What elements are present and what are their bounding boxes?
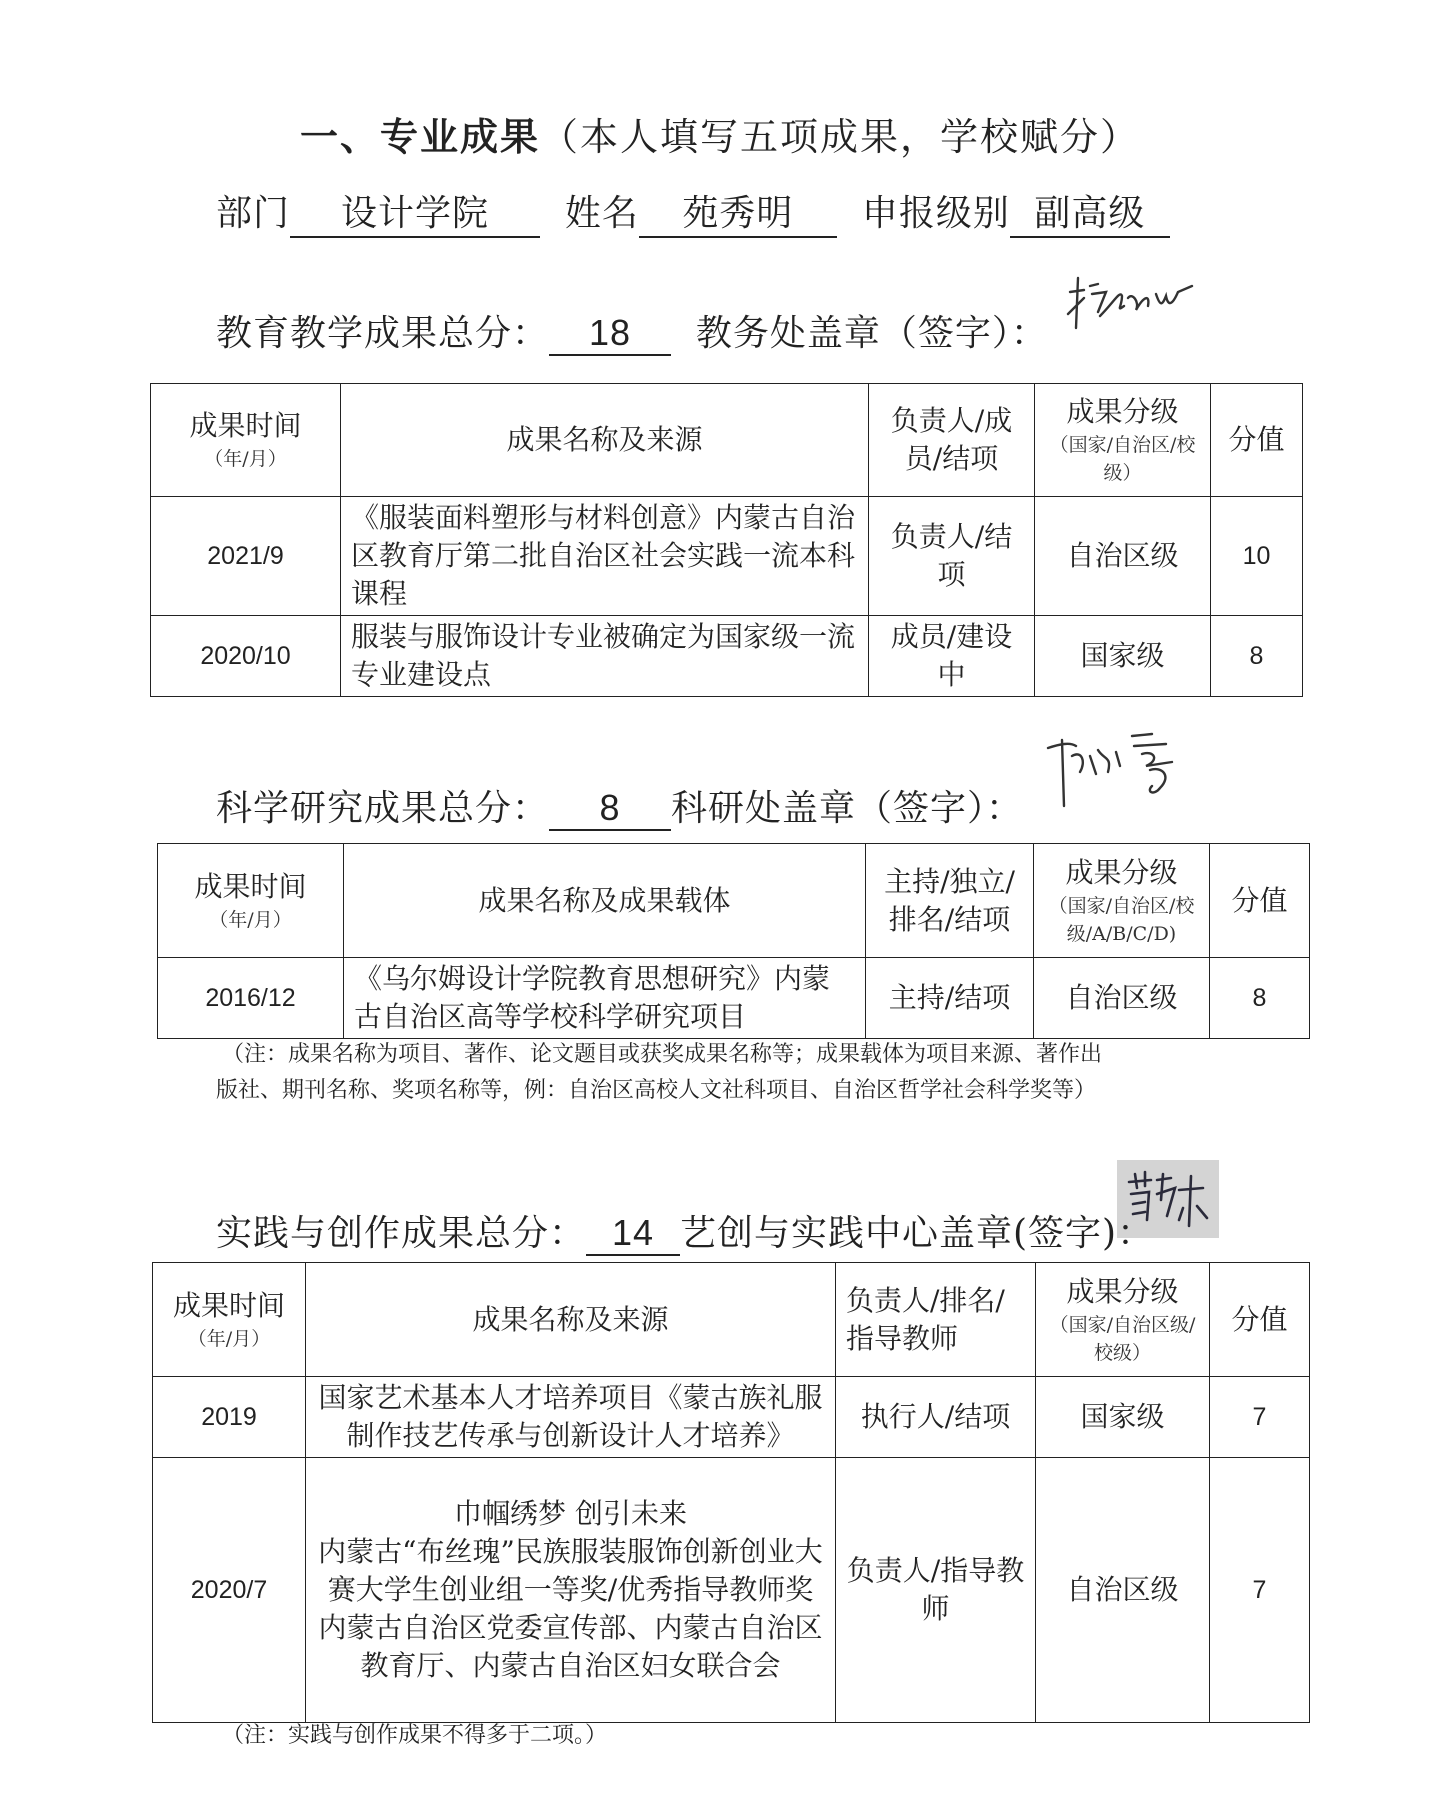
- row-time: 2019: [153, 1377, 306, 1458]
- research-summary: [216, 780, 1023, 831]
- row-time: 2020/10: [151, 616, 341, 697]
- row-score: 8: [1210, 958, 1310, 1039]
- research-score: 8: [549, 787, 671, 831]
- research-stamp-label: 科研处盖章（签字）：: [671, 788, 1024, 829]
- education-stamp-label: 教务处盖章（签字）：: [695, 313, 1048, 354]
- col-time: 成果时间 （年/月）: [151, 384, 341, 497]
- col-level: 成果分级 （国家/自治区/校级）: [1035, 384, 1211, 497]
- title-note: （本人填写五项成果，学校赋分）: [540, 115, 1141, 159]
- research-note-line-1: （注：成果名称为项目、著作、论文题目或获奖成果名称等；成果载体为项目来源、著作出: [222, 1042, 1103, 1067]
- research-note-line-2: 版社、期刊名称、奖项名称等，例：自治区高校人文社科项目、自治区哲学社会科学奖等）: [216, 1078, 1097, 1103]
- row-level: 自治区级: [1036, 1458, 1210, 1723]
- col-time: 成果时间 （年/月）: [158, 844, 344, 958]
- row-role: 成员/建设中: [869, 616, 1035, 697]
- dept-label: 部门: [216, 193, 291, 234]
- row-name: 服装与服饰设计专业被确定为国家级一流专业建设点: [341, 616, 869, 697]
- col-name: 成果名称及来源: [341, 384, 869, 497]
- col-score: 分值: [1210, 844, 1310, 958]
- applicant-info: [216, 185, 1170, 238]
- row-role: 负责人/指导教师: [836, 1458, 1036, 1723]
- row-score: 7: [1210, 1458, 1310, 1723]
- col-name: 成果名称及成果载体: [344, 844, 866, 958]
- row-time: 2021/9: [151, 497, 341, 616]
- research-signature: [1042, 726, 1202, 812]
- row-level: 国家级: [1036, 1377, 1210, 1458]
- title-main: 一、专业成果: [299, 114, 540, 159]
- row-name: 《乌尔姆设计学院教育思想研究》内蒙古自治区高等学校科学研究项目: [344, 958, 866, 1039]
- row-score: 8: [1211, 616, 1303, 697]
- table-row: [153, 1377, 1310, 1458]
- col-role: 负责人/成员/结项: [869, 384, 1035, 497]
- col-role: 负责人/排名/指导教师: [836, 1263, 1036, 1377]
- col-score: 分值: [1210, 1263, 1310, 1377]
- row-score: 7: [1210, 1377, 1310, 1458]
- row-name-title: 巾帼绣梦 创引未来: [454, 1497, 687, 1530]
- research-table: [157, 843, 1310, 1039]
- education-label: 教育教学成果总分：: [216, 313, 550, 354]
- table-row: [158, 958, 1310, 1039]
- page-title: [0, 106, 1440, 161]
- row-role: 执行人/结项: [836, 1377, 1036, 1458]
- practice-label: 实践与创作成果总分：: [216, 1213, 587, 1254]
- row-level: 国家级: [1035, 616, 1211, 697]
- table-row: [151, 497, 1303, 616]
- table-header-row: [153, 1263, 1310, 1377]
- col-level: 成果分级 （国家/自治区级/校级）: [1036, 1263, 1210, 1377]
- row-name: 国家艺术基本人才培养项目《蒙古族礼服制作技艺传承与创新设计人才培养》: [306, 1377, 836, 1458]
- practice-note: （注：实践与创作成果不得多于二项。）: [222, 1723, 608, 1748]
- row-level: 自治区级: [1034, 958, 1210, 1039]
- education-signature: [1062, 272, 1202, 334]
- level-value: 副高级: [1010, 185, 1170, 238]
- row-role: 主持/结项: [866, 958, 1034, 1039]
- research-label: 科学研究成果总分：: [216, 788, 550, 829]
- col-name: 成果名称及来源: [306, 1263, 836, 1377]
- col-time: 成果时间 （年/月）: [153, 1263, 306, 1377]
- name-label: 姓名: [564, 193, 639, 234]
- row-time: 2020/7: [153, 1458, 306, 1723]
- table-row: [151, 616, 1303, 697]
- practice-table: [152, 1262, 1310, 1723]
- table-row: [153, 1458, 1310, 1723]
- row-role: 负责人/结项: [869, 497, 1035, 616]
- row-time: 2016/12: [158, 958, 344, 1039]
- table-header-row: [151, 384, 1303, 497]
- col-score: 分值: [1211, 384, 1303, 497]
- level-label: 申报级别: [861, 193, 1010, 234]
- practice-stamp-label: 艺创与实践中心盖章(签字)：: [680, 1213, 1155, 1254]
- education-table: [150, 383, 1303, 697]
- name-value: 苑秀明: [639, 185, 837, 238]
- col-level: 成果分级 （国家/自治区/校级/A/B/C/D): [1034, 844, 1210, 958]
- row-score: 10: [1211, 497, 1303, 616]
- col-role: 主持/独立/排名/结项: [866, 844, 1034, 958]
- practice-summary: [216, 1205, 1154, 1256]
- row-level: 自治区级: [1035, 497, 1211, 616]
- row-name: 《服装面料塑形与材料创意》内蒙古自治区教育厅第二批自治区社会实践一流本科课程: [341, 497, 869, 616]
- row-name-detail: 内蒙古“布丝瑰”民族服装服饰创新创业大赛大学生创业组一等奖/优秀指导教师奖 内蒙古自治区党委宣传部、内蒙古自治区教育厅、内蒙古自治区妇女联合会: [318, 1535, 870, 1682]
- dept-value: 设计学院: [290, 185, 540, 238]
- practice-score: 14: [586, 1212, 680, 1256]
- row-name: [306, 1458, 870, 1723]
- table-header-row: [158, 844, 1310, 958]
- education-score: 18: [549, 312, 671, 356]
- education-summary: [216, 305, 1048, 356]
